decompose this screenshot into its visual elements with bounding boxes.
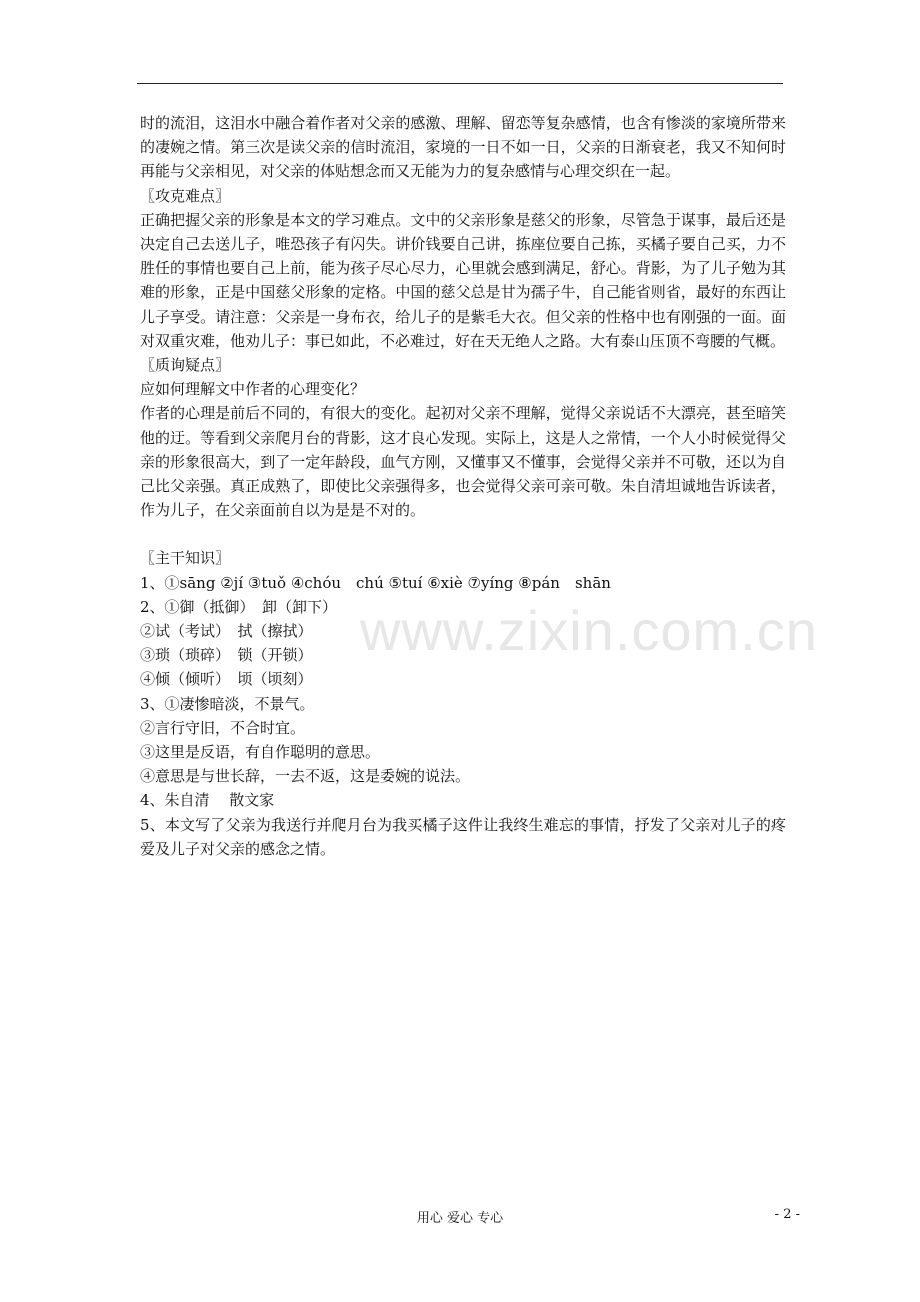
- answer-line: 3、①凄惨暗淡，不景气。: [140, 694, 315, 713]
- section-heading-questions: 〖质询疑点〗: [140, 356, 231, 375]
- paragraph-tears: 时的流泪，这泪水中融合着作者对父亲的感激、理解、留恋等复杂感情，也含有惨淡的家境所带来的凄婉之情。第三次是读父亲的信时流泪，家境的一日不如一日，父亲的日渐衰老，我又不知何时再能与父亲相见，对父亲的体贴想念而又无能为力的复杂感情与心理交织在一起。: [140, 114, 786, 181]
- answer-line: ②言行守旧，不合时宜。: [140, 718, 306, 737]
- answer-line: 2、①御（抵御） 卸（卸下）: [140, 597, 338, 616]
- answer-line: 5、本文写了父亲为我送行并爬月台为我买橘子这件让我终生难忘的事情，抒发了父亲对儿子的疼爱及儿子对父亲的感念之情。: [140, 815, 786, 858]
- footer-motto: 用心 爱心 专心: [416, 1211, 504, 1226]
- answer-line: ③这里是反语，有自作聪明的意思。: [140, 743, 381, 762]
- section-gap: [140, 522, 786, 546]
- watermark: www.zixin.com.cn: [360, 599, 818, 662]
- answer-line: 4、朱自清 散文家: [140, 791, 275, 810]
- answer-line: ③琐（琐碎） 锁（开锁）: [140, 646, 313, 665]
- paragraph-father-image: 正确把握父亲的形象是本文的学习难点。文中的父亲形象是慈父的形象，尽管急于谋事，最后还是决定自己去送儿子，唯恐孩子有闪失。讲价钱要自己讲，拣座位要自己拣，买橘子要自己买，力不胜任的事情也要自己上前，能为孩子尽心尽力，心里就会感到满足，舒心。背影，为了儿子勉为其难的形象，正是中国慈父形象的定格。中国的慈父总是甘为孺子牛，自己能省则省，最好的东西让儿子享受。请注意：父亲是一身布衣，给儿子的是紫毛大衣。但父亲的性格中也有刚强的一面。面对双重灾难，他劝儿子：事已如此，不必难过，好在天无绝人之路。大有泰山压顶不弯腰的气概。: [140, 210, 786, 350]
- section-heading-answers: 〖主干知识〗: [140, 549, 231, 568]
- answer-line: ④倾（倾听） 顷（顷刻）: [140, 670, 313, 689]
- paragraph-psychology: 作者的心理是前后不同的，有很大的变化。起初对父亲不理解，觉得父亲说话不大漂亮，甚至暗笑他的迂。等看到父亲爬月台的背影，这才良心发现。实际上，这是人之常情，一个人小时候觉得父亲的形象很高大，到了一定年龄段，血气方刚，又懂事又不懂事，会觉得父亲并不可敬，还以为自己比父亲强。真正成熟了，即使比父亲强得多，也会觉得父亲可亲可敬。朱自清坦诚地告诉读者，作为儿子，在父亲面前自以为是是不对的。: [140, 404, 786, 520]
- answer-line: ②试（考试） 拭（擦拭）: [140, 622, 313, 641]
- question-line: 应如何理解文中作者的心理变化？: [140, 380, 366, 399]
- page-number: - 2 -: [774, 1207, 800, 1222]
- answer-line: 1、①sāng ②jí ③tuǒ ④chóu chú ⑤tuí ⑥xiè ⑦yíng ⑧pán shān: [140, 573, 611, 592]
- answer-line: ④意思是与世长辞，一去不返，这是委婉的说法。: [140, 767, 471, 786]
- document-body: [140, 111, 786, 861]
- header-rule: [137, 83, 783, 84]
- section-heading-difficulty: 〖攻克难点〗: [140, 186, 231, 205]
